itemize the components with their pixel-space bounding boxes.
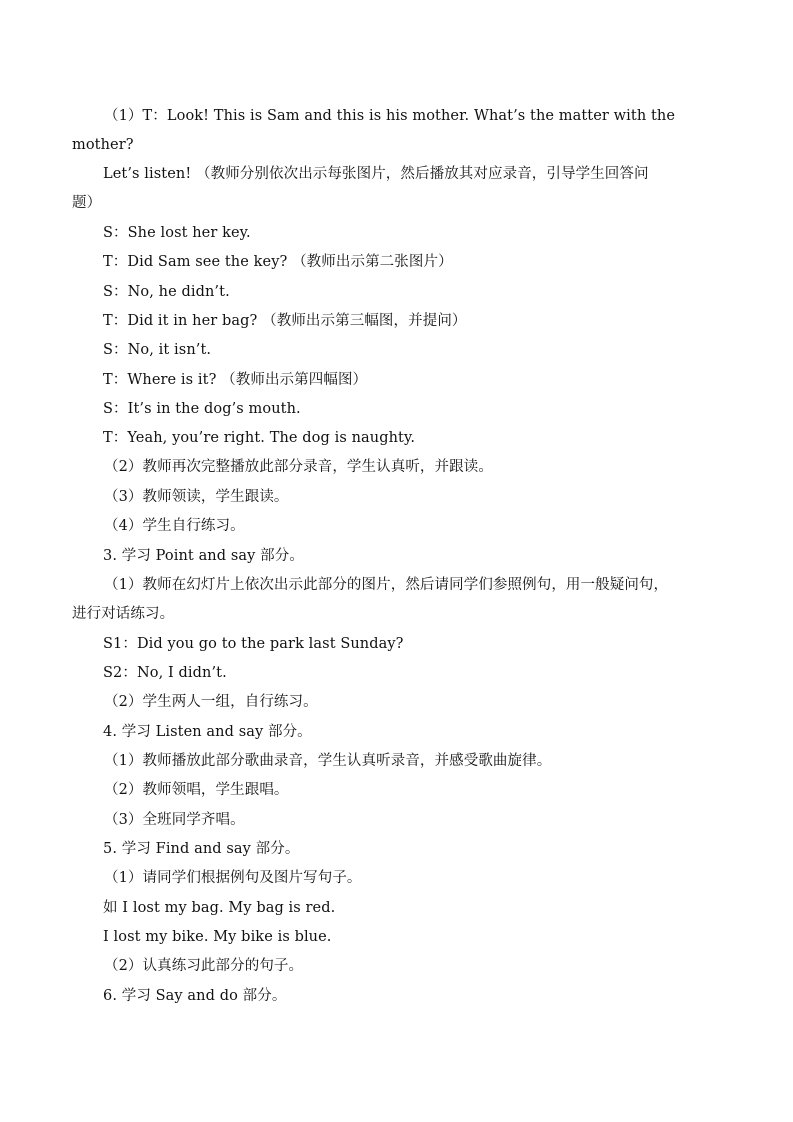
text-line: （3）全班同学齐唱。 (104, 812, 245, 828)
section-heading: 3. 学习 Point and say 部分。 (103, 548, 304, 564)
text-line: T：Where is it? （教师出示第四幅图） (103, 372, 368, 388)
text-line: （1）T：Look! This is Sam and this is his mother. What’s the matter with the (104, 108, 676, 124)
text-line: （2）学生两人一组，自行练习。 (104, 694, 318, 710)
text-line: S1：Did you go to the park last Sunday? (103, 636, 404, 652)
text-line: （3）教师领读，学生跟读。 (104, 489, 289, 505)
text-line: （1）教师在幻灯片上依次出示此部分的图片，然后请同学们参照例句，用一般疑问句， (104, 577, 669, 593)
text-line: （1）教师播放此部分歌曲录音，学生认真听录音，并感受歌曲旋律。 (104, 753, 552, 769)
text-line: （2）教师再次完整播放此部分录音，学生认真听，并跟读。 (104, 459, 493, 475)
text-line: （2）认真练习此部分的句子。 (104, 958, 304, 974)
text-line: （2）教师领唱，学生跟唱。 (104, 782, 289, 798)
text-line: T：Did Sam see the key? （教师出示第二张图片） (103, 254, 453, 270)
text-line: S：No, it isn’t. (103, 342, 212, 358)
text-line: T：Did it in her bag? （教师出示第三幅图，并提问） (103, 313, 467, 329)
text-line: I lost my bike. My bike is blue. (103, 929, 332, 945)
text-line: S：It’s in the dog’s mouth. (103, 401, 301, 417)
text-line: （4）学生自行练习。 (104, 518, 245, 534)
text-line: Let’s listen! （教师分别依次出示每张图片，然后播放其对应录音，引导学生回答问 (103, 166, 649, 182)
text-line: S：She lost her key. (103, 225, 251, 241)
section-heading: 6. 学习 Say and do 部分。 (103, 988, 287, 1004)
text-line: 如 I lost my bag. My bag is red. (103, 900, 336, 916)
text-line: S2：No, I didn’t. (103, 665, 227, 681)
section-heading: 5. 学习 Find and say 部分。 (103, 841, 300, 857)
text-line: T：Yeah, you’re right. The dog is naughty. (103, 430, 416, 446)
text-line: 题） (72, 195, 102, 211)
text-line: S：No, he didn’t. (103, 284, 230, 300)
text-line: mother? (72, 137, 134, 153)
text-line: 进行对话练习。 (72, 606, 175, 622)
section-heading: 4. 学习 Listen and say 部分。 (103, 724, 312, 740)
text-line: （1）请同学们根据例句及图片写句子。 (104, 870, 362, 886)
